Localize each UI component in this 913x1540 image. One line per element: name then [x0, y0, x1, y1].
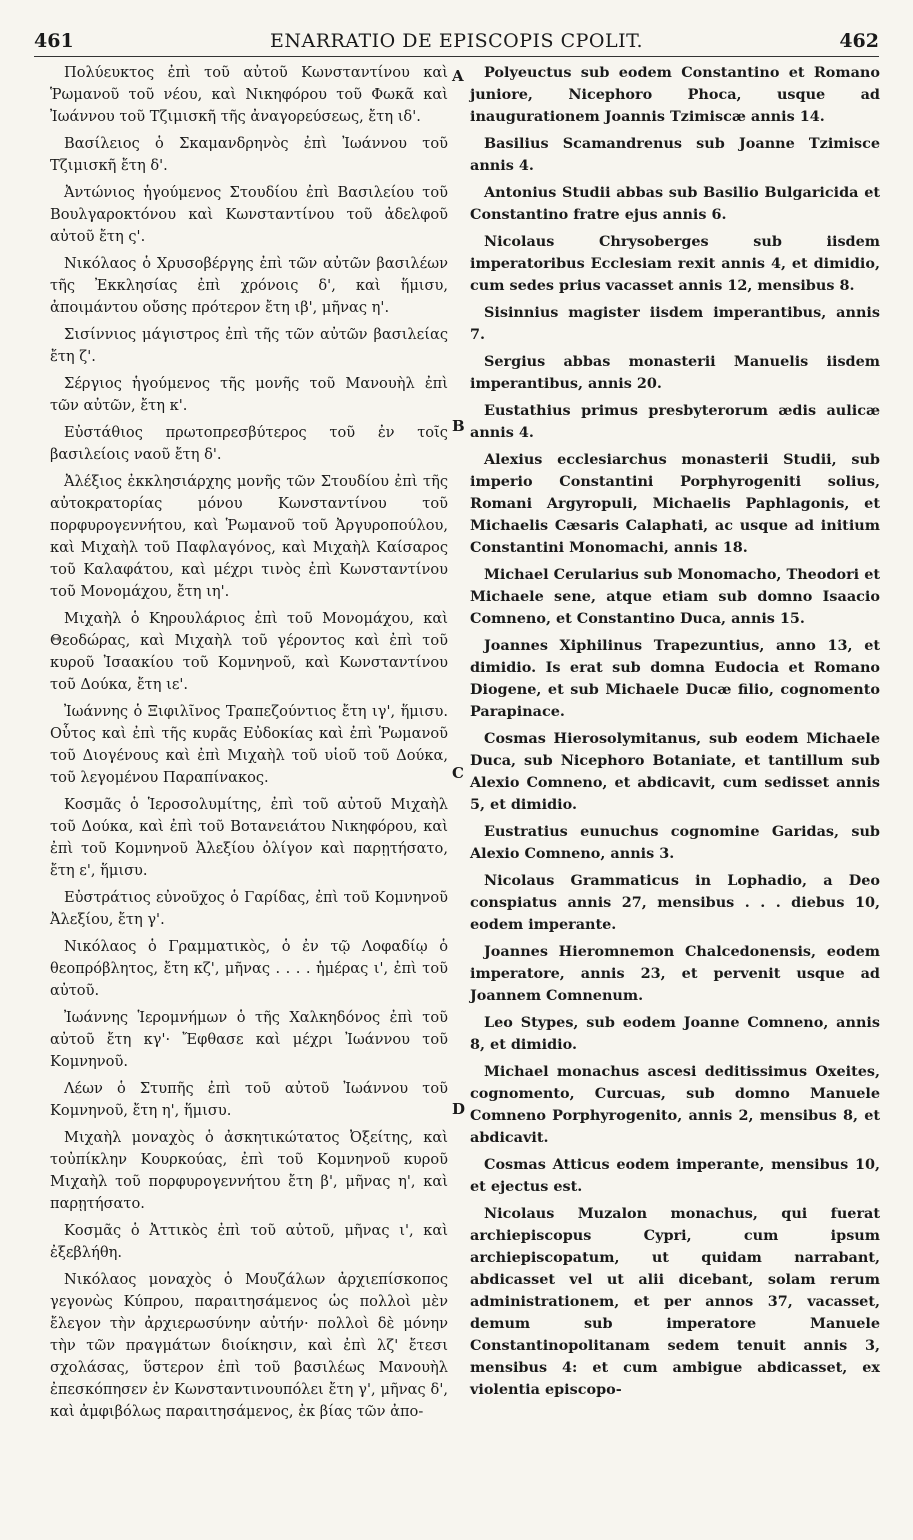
latin-entry: Eustathius primus presbyterorum ædis aulicæ annis 4.: [470, 402, 880, 441]
margin-letter-b: B: [452, 417, 465, 435]
greek-entry: Κοσμᾶς ὁ Ἱεροσολυμίτης, ἐπὶ τοῦ αὐτοῦ Μιχαὴλ τοῦ Δούκα, καὶ ἐπὶ τοῦ Βοτανειάτου Νικηφόρου, καὶ ἐπὶ τοῦ Κομνηνοῦ Ἀλεξίου ὀλίγον καὶ παρῃτήσατο, ἔτη ε', ἥμισυ.: [50, 796, 448, 879]
greek-entry: Εὐστάθιος πρωτοπρεσβύτερος τοῦ ἐν τοῖς βασιλείοις ναοῦ ἔτη δ'.: [50, 424, 448, 463]
latin-entry: Nicolaus Chrysoberges sub iisdem imperatoribus Ecclesiam rexit annis 4, et dimidio, cum sedes prius vacasset annis 12, mensibus 8.: [470, 233, 880, 294]
greek-entry: Μιχαὴλ μοναχὸς ὁ ἀσκητικώτατος Ὀξείτης, καὶ τοὐπίκλην Κουρκούας, ἐπὶ τοῦ Κομνηνοῦ κυροῦ Μιχαὴλ τοῦ πορφυρογεννήτου ἔτη β', μῆνας η', καὶ παρῃτήσατο.: [50, 1129, 448, 1212]
margin-letter-a: A: [452, 67, 464, 85]
latin-entry: Cosmas Atticus eodem imperante, mensibus 10, et ejectus est.: [470, 1156, 880, 1195]
running-title: ENARRATIO DE EPISCOPIS CPOLIT.: [269, 30, 644, 52]
latin-entry: Leo Stypes, sub eodem Joanne Comneno, annis 8, et dimidio.: [470, 1014, 880, 1053]
greek-entry: Μιχαὴλ ὁ Κηρουλάριος ἐπὶ τοῦ Μονομάχου, καὶ Θεοδώρας, καὶ Μιχαὴλ τοῦ γέροντος καὶ ἐπὶ τοῦ κυροῦ Ἰσαακίου τοῦ Κομνηνοῦ, καὶ Κωνσταντίνου τοῦ Δούκα, ἔτη ιε'.: [50, 610, 448, 693]
greek-entry: Κοσμᾶς ὁ Ἀττικὸς ἐπὶ τοῦ αὐτοῦ, μῆνας ι', καὶ ἐξεβλήθη.: [50, 1222, 448, 1261]
greek-entry: Ἀλέξιος ἐκκλησιάρχης μονῆς τῶν Στουδίου ἐπὶ τῆς αὐτοκρατορίας μόνου Κωνσταντίνου τοῦ πορφυρογεννήτου, καὶ Ῥωμανοῦ τοῦ Ἀργυροπούλου, καὶ Μιχαὴλ τοῦ Παφλαγόνος, καὶ Μιχαὴλ Καίσαρος τοῦ Καλαφάτου, καὶ μέχρι τινὸς ἐπὶ Κωνσταντίνου τοῦ Μονομάχου, ἔτη ιη'.: [50, 473, 448, 600]
margin-letter-d: D: [452, 1100, 466, 1118]
latin-entry: Cosmas Hierosolymitanus, sub eodem Michaele Duca, sub Nicephoro Botaniate, et tantillum sub Alexio Comneno, et abdicavit, cum sedisset annis 5, et dimidio.: [470, 730, 880, 813]
page-number-left: 461: [34, 30, 74, 52]
page-number-right: 462: [839, 30, 879, 52]
greek-entry: Ἰωάννης ὁ Ξιφιλῖνος Τραπεζούντιος ἔτη ιγ', ἥμισυ. Οὗτος καὶ ἐπὶ τῆς κυρᾶς Εὐδοκίας καὶ ἐπὶ Ῥωμανοῦ τοῦ Διογένους καὶ ἐπὶ Μιχαὴλ τοῦ υἱοῦ τοῦ Δούκα, τοῦ λεγομένου Παραπίνακος.: [50, 703, 448, 786]
latin-entry: Sergius abbas monasterii Manuelis iisdem imperantibus, annis 20.: [470, 353, 880, 392]
latin-entry: Alexius ecclesiarchus monasterii Studii, sub imperio Constantini Porphyrogeniti solius, Romani Argyropuli, Michaelis Paphlagonis, et Michaelis Cæsaris Calaphati, ac usque ad initium Constantini Monomachi, annis 18.: [470, 451, 880, 556]
latin-entry: Nicolaus Muzalon monachus, qui fuerat archiepiscopus Cypri, cum ipsum archiepiscopatum, ut quidam narrabant, abdicasset vel ut alii dicebant, solam rerum administrationem, et per annos 37, vacasset, demum sub imperatore Manuele Constantinopolitanam sedem tenuit annis 3, mensibus 4: et cum ambigue abdicasset, ex violentia episcopo-: [470, 1205, 880, 1398]
latin-entry: Joannes Hieromnemon Chalcedonensis, eodem imperatore, annis 23, et pervenit usque ad Joannem Comnenum.: [470, 943, 880, 1004]
greek-entry: Λέων ὁ Στυπῆς ἐπὶ τοῦ αὐτοῦ Ἰωάννου τοῦ Κομνηνοῦ, ἔτη η', ἥμισυ.: [50, 1080, 448, 1119]
greek-entry: Πολύευκτος ἐπὶ τοῦ αὐτοῦ Κωνσταντίνου καὶ Ῥωμανοῦ τοῦ νέου, καὶ Νικηφόρου τοῦ Φωκᾶ καὶ Ἰωάννου τοῦ Τζιμισκῆ τῆς ἀναγορεύσεως, ἔτη ιδ'.: [50, 64, 448, 125]
greek-entry: Σέργιος ἡγούμενος τῆς μονῆς τοῦ Μανουὴλ ἐπὶ τῶν αὐτῶν, ἔτη κ'.: [50, 375, 448, 414]
margin-letter-c: C: [452, 764, 464, 782]
latin-entry: Sisinnius magister iisdem imperantibus, annis 7.: [470, 304, 880, 343]
greek-entry: Σισίννιος μάγιστρος ἐπὶ τῆς τῶν αὐτῶν βασιλείας ἔτη ζ'.: [50, 326, 448, 365]
latin-entry: Eustratius eunuchus cognomine Garidas, sub Alexio Comneno, annis 3.: [470, 823, 880, 862]
latin-entry: Michael Cerularius sub Monomacho, Theodori et Michaele sene, atque etiam sub domno Isaacio Comneno, et Constantino Duca, annis 15.: [470, 566, 880, 627]
greek-column: [50, 62, 448, 1428]
greek-entry: Ἀντώνιος ἡγούμενος Στουδίου ἐπὶ Βασιλείου τοῦ Βουλγαροκτόνου καὶ Κωνσταντίνου τοῦ ἀδελφοῦ αὐτοῦ ἔτη ς'.: [50, 184, 448, 245]
greek-entry: Νικόλαος μοναχὸς ὁ Μουζάλων ἀρχιεπίσκοπος γεγονὼς Κύπρου, παραιτησάμενος ὡς πολλοὶ μὲν ἔλεγον τὴν ἀρχιερωσύνην αὐτήν· πολλοὶ δὲ μόνην τὴν τῶν πραγμάτων διοίκησιν, καὶ ἐπὶ λζ' ἔτεσι σχολάσας, ὕστερον ἐπὶ τοῦ βασιλέως Μανουὴλ ἐπεσκόπησεν ἐν Κωνσταντινουπόλει ἔτη γ', μῆνας δ', καὶ ἀμφιβόλως παραιτησάμενος, ἐκ βίας τῶν ἀπο-: [50, 1271, 448, 1420]
running-header: [34, 30, 879, 54]
latin-entry: Nicolaus Grammaticus in Lophadio, a Deo conspiatus annis 27, mensibus . . . diebus 10, eodem imperante.: [470, 872, 880, 933]
greek-entry: Νικόλαος ὁ Χρυσοβέργης ἐπὶ τῶν αὐτῶν βασιλέων τῆς Ἐκκλησίας ἐπὶ χρόνοις δ', καὶ ἥμισυ, ἀποιμάντου οὔσης πρότερον ἔτη ιβ', μῆνας η'.: [50, 255, 448, 316]
latin-entry: Polyeuctus sub eodem Constantino et Romano juniore, Nicephoro Phoca, usque ad inaugurationem Joannis Tzimiscæ annis 14.: [470, 64, 880, 125]
latin-entry: Antonius Studii abbas sub Basilio Bulgaricida et Constantino fratre ejus annis 6.: [470, 184, 880, 223]
latin-entry: Basilius Scamandrenus sub Joanne Tzimisce annis 4.: [470, 135, 880, 174]
greek-entry: Ἰωάννης Ἱερομνήμων ὁ τῆς Χαλκηδόνος ἐπὶ τοῦ αὐτοῦ ἔτη κγ'· Ἔφθασε καὶ μέχρι Ἰωάννου τοῦ Κομνηνοῦ.: [50, 1009, 448, 1070]
greek-entry: Νικόλαος ὁ Γραμματικὸς, ὁ ἐν τῷ Λοφαδίῳ ὁ θεοπρόβλητος, ἔτη κζ', μῆνας . . . . ἡμέρας ι', ἐπὶ τοῦ αὐτοῦ.: [50, 938, 448, 999]
latin-column: [470, 62, 880, 1406]
latin-entry: Michael monachus ascesi deditissimus Oxeites, cognomento, Curcuas, sub domno Manuele Comneno Porphyrogenito, annis 2, mensibus 8, et abdicavit.: [470, 1063, 880, 1146]
header-rule: [34, 56, 879, 57]
latin-entry: Joannes Xiphilinus Trapezuntius, anno 13, et dimidio. Is erat sub domna Eudocia et Romano Diogene, et sub Michaele Ducæ filio, cognomento Parapinace.: [470, 637, 880, 720]
greek-entry: Βασίλειος ὁ Σκαμανδρηνὸς ἐπὶ Ἰωάννου τοῦ Τζιμισκῆ ἔτη δ'.: [50, 135, 448, 174]
greek-entry: Εὐστράτιος εὐνοῦχος ὁ Γαρίδας, ἐπὶ τοῦ Κομνηνοῦ Ἀλεξίου, ἔτη γ'.: [50, 889, 448, 928]
